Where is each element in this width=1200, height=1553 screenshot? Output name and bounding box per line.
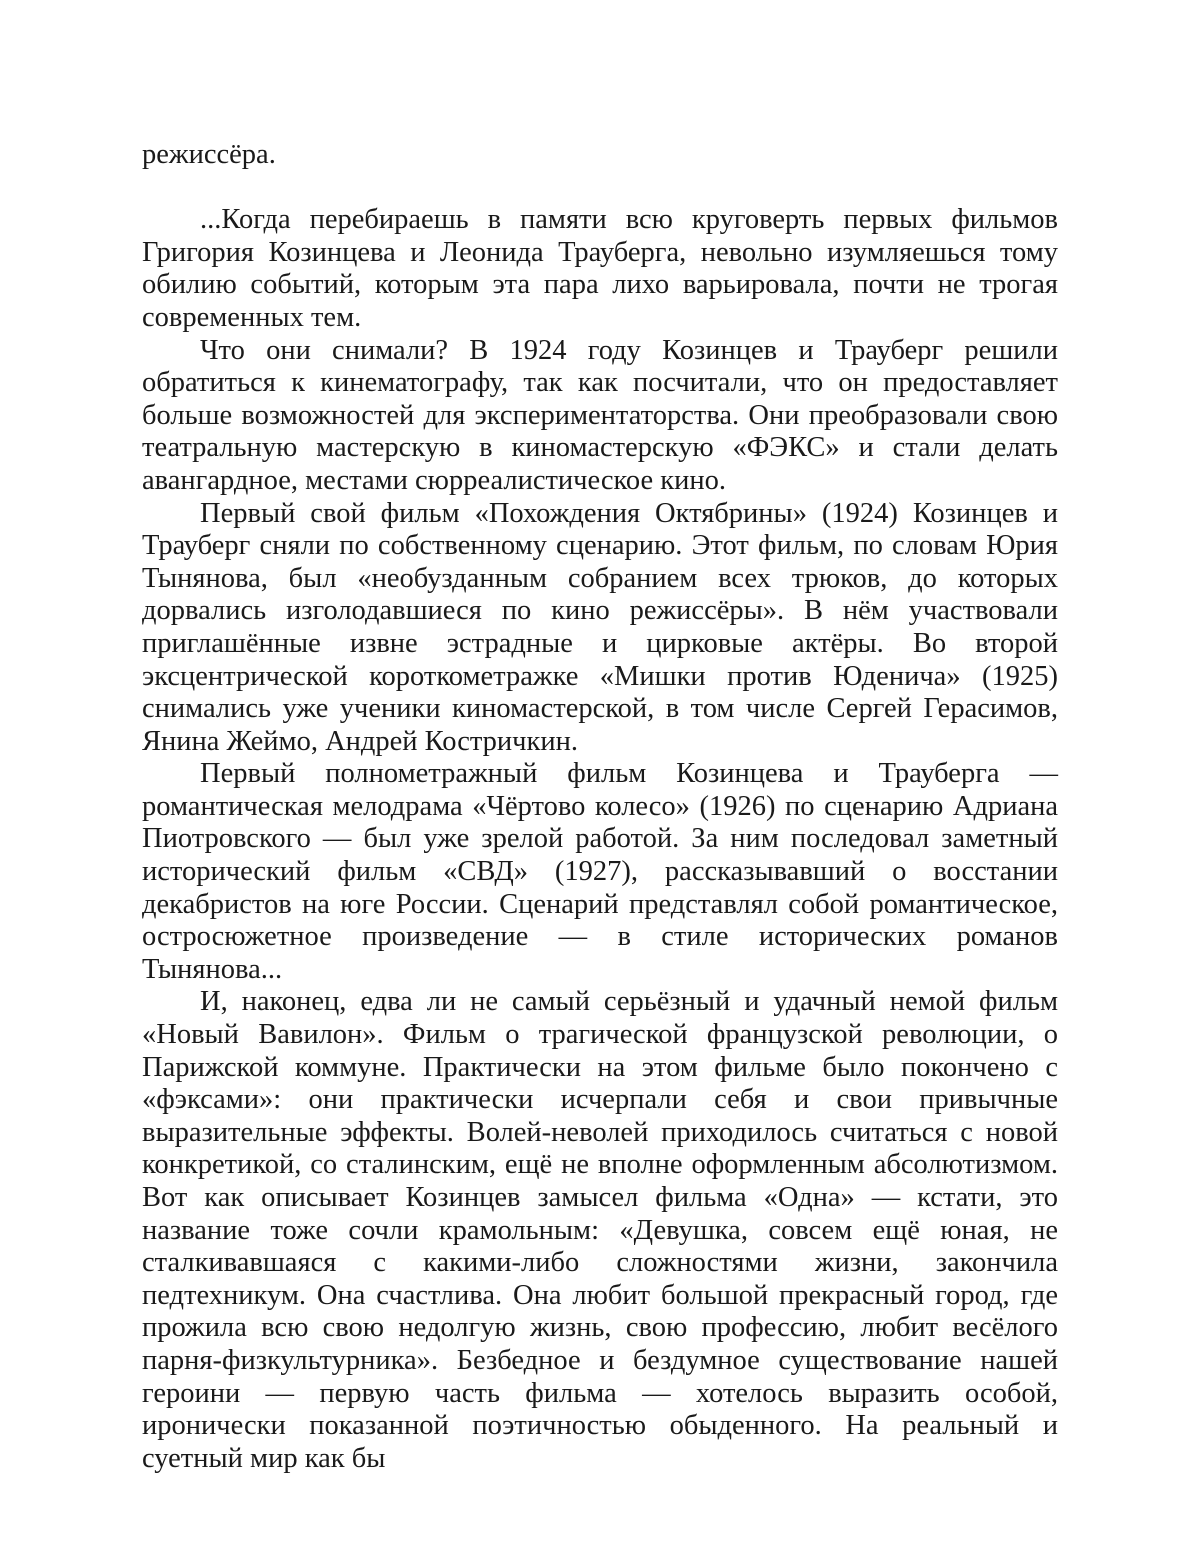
paragraph-5: И, наконец, едва ли не самый серьёзный и удачный немой фильм «Новый Вавилон». Фильм о трагической французской революции, о Парижской коммуне. Практически на этом фильме было покончено с «фэксами»: они практически исчерпали себя и свои привычные выразительные эффекты. Волей-неволей приходилось считаться с новой конкретикой, со сталинским, ещё не вполне оформленным абсолютизмом. Вот как описывает Козинцев замысел фильма «Одна» — кстати, это название тоже сочли крамольным: «Девушка, совсем ещё юная, не сталкивавшаяся с какими-либо сложностями жизни, закончила педтехникум. Она счастлива. Она любит большой прекрасный город, где прожила всю свою недолгую жизнь, свою профессию, любит весёлого парня-физкультурника». Безбедное и бездумное существование нашей героини — первую часть фильма — хотелось выразить особой, иронически показанной поэтичностью обыденного. На реальный и суетный мир как бы bbox=[142, 986, 1058, 1475]
paragraph-2: Что они снимали? В 1924 году Козинцев и Трауберг решили обратиться к кинематографу, так как посчитали, что он предоставляет больше возможностей для экспериментаторства. Они преобразовали свою театральную мастерскую в киномастерскую «ФЭКС» и стали делать авангардное, местами сюрреалистическое кино. bbox=[142, 335, 1058, 498]
paragraph-continuation: режиссёра. bbox=[142, 139, 1058, 172]
paragraph-1: ...Когда перебираешь в памяти всю круговерть первых фильмов Григория Козинцева и Леонида Трауберга, невольно изумляешься тому обилию событий, которым эта пара лихо варьировала, почти не трогая современных тем. bbox=[142, 204, 1058, 334]
document-page bbox=[142, 139, 1058, 1475]
paragraph-3: Первый свой фильм «Похождения Октябрины» (1924) Козинцев и Трауберг сняли по собственному сценарию. Этот фильм, по словам Юрия Тынянова, был «необузданным собранием всех трюков, до которых дорвались изголодавшиеся по кино режиссёры». В нём участвовали приглашённые извне эстрадные и цирковые актёры. Во второй эксцентрической короткометражке «Мишки против Юденича» (1925) снимались уже ученики киномастерской, в том числе Сергей Герасимов, Янина Жеймо, Андрей Костричкин. bbox=[142, 498, 1058, 759]
paragraph-4: Первый полнометражный фильм Козинцева и Трауберга — романтическая мелодрама «Чёртово колесо» (1926) по сценарию Адриана Пиотровского — был уже зрелой работой. За ним последовал заметный исторический фильм «СВД» (1927), рассказывавший о восстании декабристов на юге России. Сценарий представлял собой романтическое, остросюжетное произведение — в стиле исторических романов Тынянова... bbox=[142, 758, 1058, 986]
paragraph-gap bbox=[142, 172, 1058, 205]
